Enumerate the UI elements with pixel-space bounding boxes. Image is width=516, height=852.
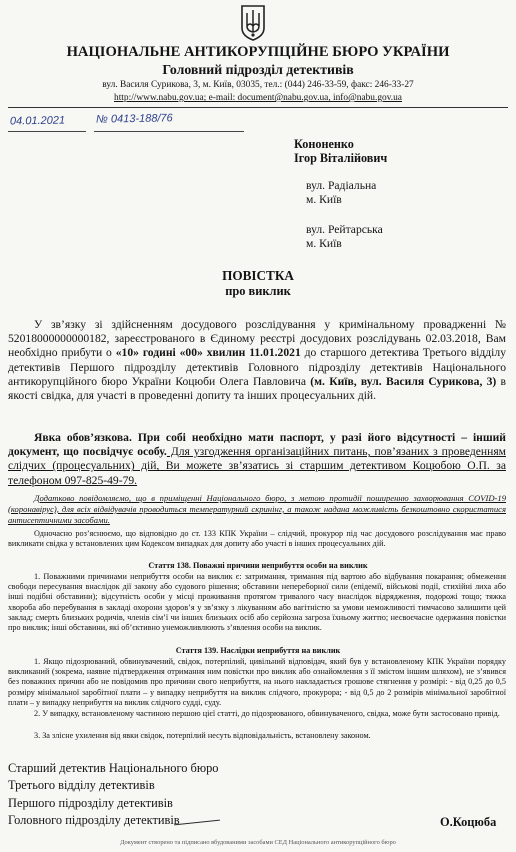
org-name: НАЦІОНАЛЬНЕ АНТИКОРУПЦІЙНЕ БЮРО УКРАЇНИ [66, 44, 450, 60]
summons-subtitle: про виклик [225, 284, 291, 298]
handwritten-number: № 0413-188/76 [95, 112, 173, 126]
signature-position-1: Старший детектив Національного бюро [8, 761, 219, 775]
attendance-required: Явка обов’язкова. При собі необхідно мати паспорт, у разі його відсутності – інший документ, що посвідчує особу. [8, 431, 506, 459]
signature-block [8, 760, 218, 830]
appointment-place: (м. Київ, вул. Василя Сурикова, 3) [310, 374, 497, 388]
art139-text-2: 2. У випадку, встановленому частиною першою цієї статті, до підозрюваного, обвинуваченого, свідка, може бути застосовано привід. [34, 709, 500, 718]
contact-info: Для узгодження організаційних питань, пов’язаних з проведенням слідчих (процесуальних) дій, Ви можете зв’язатись зі старшим детективом Коцюбою О.П. за телефоном 097-825-49-79. [8, 445, 506, 487]
art139-title: Стаття 139. Наслідки неприбуття на виклик [175, 646, 341, 655]
signer-name: О.Коцюба [440, 815, 497, 829]
summons-title: ПОВІСТКА [222, 268, 294, 283]
signature-position-2: Третього відділу детективів [8, 778, 155, 793]
address2-street: вул. Рейтарська [306, 223, 383, 236]
recipient-address-2 [306, 223, 383, 251]
recipient-surname: Кононенко [294, 137, 354, 151]
signature-position-4: Головного підрозділу детективів [8, 813, 180, 828]
address2-city: м. Київ [306, 237, 342, 250]
trident-coat-of-arms-icon [240, 4, 266, 42]
footer-note: Документ створено та підписано вбудованими засобами СЕД Національного антикорупційного бюро [120, 839, 396, 846]
attendance-paragraph [8, 431, 506, 488]
handwritten-date: 04.01.2021 [9, 114, 66, 128]
date-underline [8, 131, 86, 132]
signature-position-3: Першого підрозділу детективів [8, 795, 173, 810]
address1-city: м. Київ [306, 193, 342, 206]
address-line: вул. Василя Сурикова, 3, м. Київ, 03035, тел.: (044) 246-33-59, факс: 246-33-27 [102, 80, 414, 90]
number-underline [94, 131, 244, 132]
web-link[interactable]: http://www.nabu.gov.ua; e-mail: document@nabu.gov.ua, info@nabu.gov.ua [114, 93, 402, 103]
recipient-address-1 [306, 179, 376, 207]
web-line [0, 93, 516, 103]
dept-name: Головний підрозділ детективів [162, 62, 354, 77]
art139-text-3: 3. За злісне ухилення від явки свідок, потерпілий несуть відповідальність, встановлену законом. [34, 731, 371, 740]
address1-street: вул. Радіальна [306, 179, 377, 192]
covid-notice: Додатково повідомляємо, що в приміщенні Національного бюро, з метою протидії поширенню захворювання COVID-19 (коронавірус), для всіх відвідувачів проводиться температурний скринінг, а також надана можливість безкоштовно скористатися антисептичними засобами. [8, 493, 506, 525]
recipient-name: Ігор Віталійович [294, 151, 388, 165]
art139-text-1: 1. Якщо підозрюваний, обвинувачений, свідок, потерпілий, цивільний відповідач, який був у встановленому КПК України порядку викликаний (зокрема, наявне підтвердження отримання ним повістки про виклик або ознайомлення з її змістом іншим шляхом), не з’явився без поважних причин або не повідомив про причини свого неприбуття, на нього накладається грошове стягнення у розмірі: - від 0,25 до 0,5 розміру мінімальної заробітної плати – у випадку неприбуття на виклик слідчого, прокурора; - від 0,5 до 2 розмірів мінімальної заробітної плати – у випадку неприбуття на виклик слідчого судді, суду. [8, 657, 506, 707]
art133-notice: Одночасно роз’яснюємо, що відповідно до ст. 133 КПК України – слідчий, прокурор під час досудового розслідування має право викликати свідка у встановлених цим Кодексом випадках для допиту або участі в інших процесуальних дій. [8, 529, 506, 549]
main-paragraph: У зв’язку зі здійсненням досудового розслідування у кримінальному провадженні № 52018000000000182, зареєстрованого в Єдиному реєстрі досудових розслідувань 02.03.2018, Вам необхідно прибути о «10» годині «00» хвилин 11.01.2021 до старшого детектива Третього відділу детективів Першого підрозділу детективів Головного підрозділу детективів Національного антикорупційного бюро України Коцюби Олега Павловича (м. Київ, вул. Василя Сурикова, 3) в якості свідка, для участі в проведенні допиту та інших процесуальних дій. [8, 318, 506, 403]
recipient-block [294, 137, 387, 165]
appointment-time: «10» годині «00» хвилин 11.01.2021 [115, 346, 301, 360]
header-divider [8, 107, 508, 108]
art138-title: Стаття 138. Поважні причини неприбуття особи на виклик [148, 561, 368, 570]
art138-text: 1. Поважними причинами неприбуття особи на виклик є: затримання, тримання під вартою або відбування покарання; обмеження свободи пересування внаслідок дії закону або судового рішення; обставини непереборної сили (епідемії, військові події, стихійні лиха або інші подібні обставини); відсутність особи у місці проживання протягом тривалого часу внаслідок відрядження, подорожі тощо; тяжка хвороба або перебування в закладі охорони здоров’я у зв’язку з лікуванням або вагітністю за умови неможливості тимчасово залишити цей заклад; смерть близьких родичів, членів сім’ї чи інших близьких осіб або серйозна загроза їхньому життю; несвоєчасне одержання повістки про виклик; інші обставини, які об’єктивно унеможливлюють з’явлення особи на виклик. [8, 572, 506, 633]
